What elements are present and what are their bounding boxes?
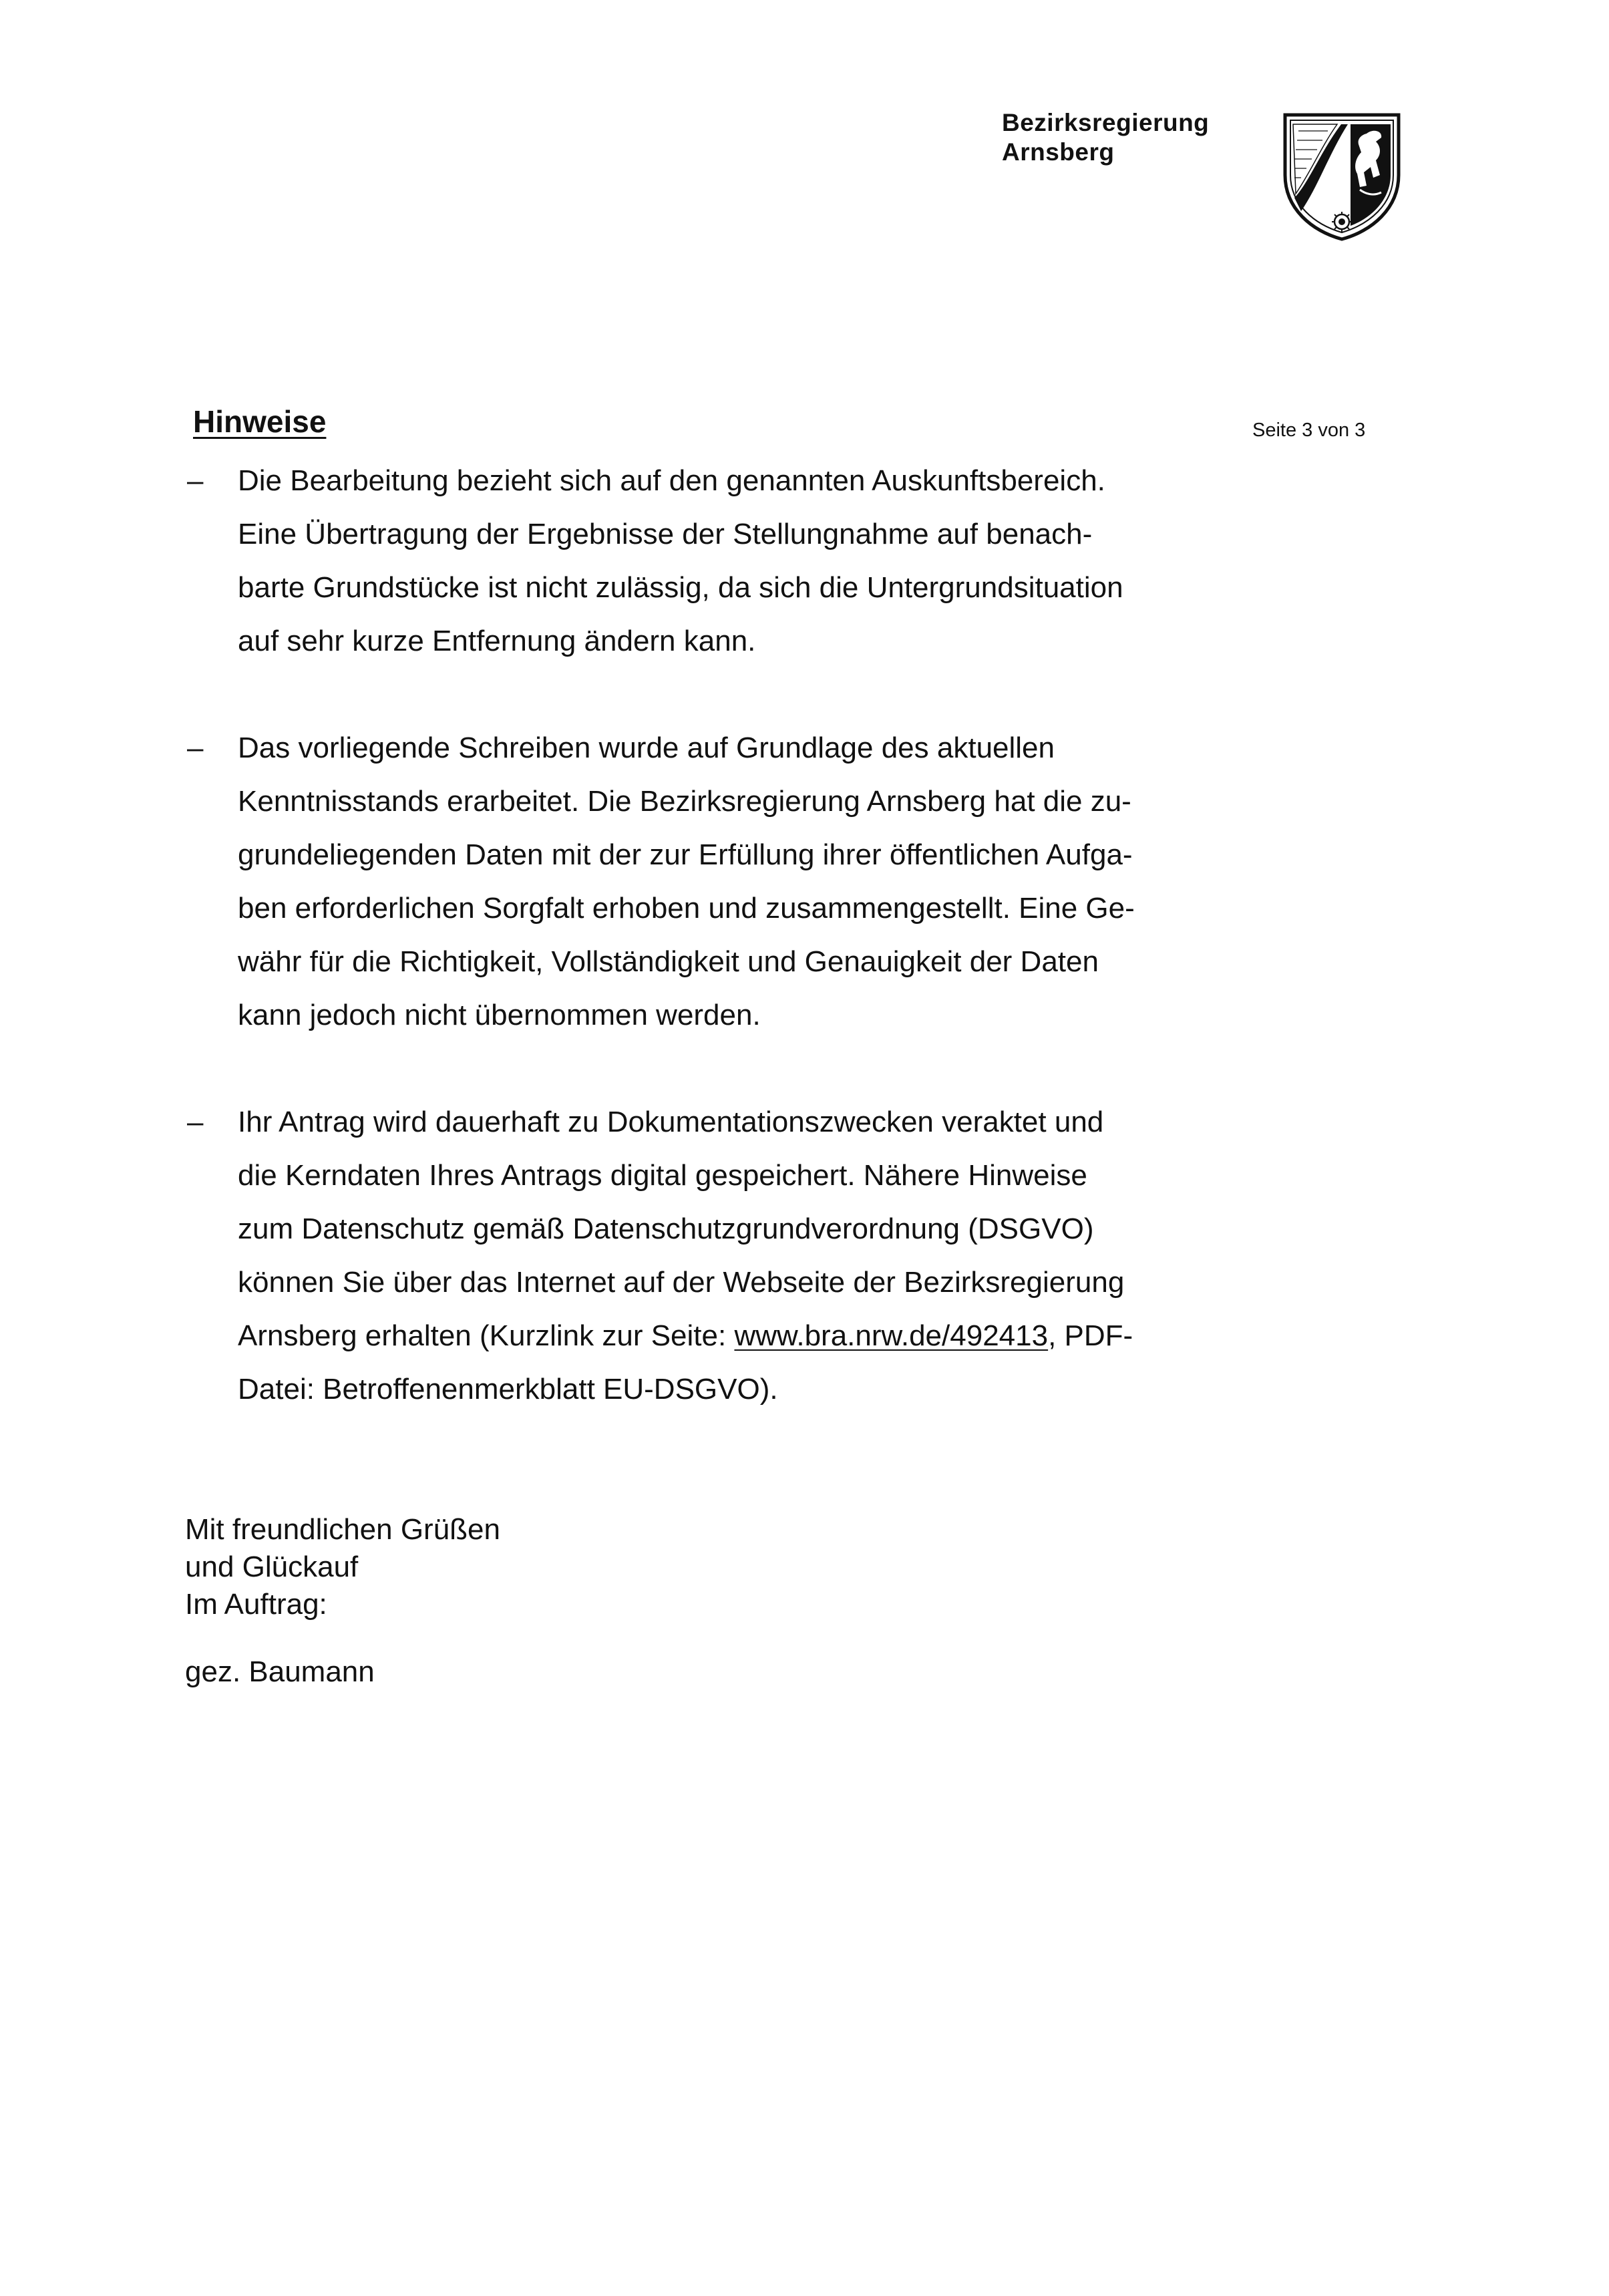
note-item xyxy=(187,721,1229,1042)
note-line: können Sie über das Internet auf der Webseite der Bezirksregierung xyxy=(238,1266,1125,1299)
nrw-coat-of-arms-icon xyxy=(1281,111,1403,242)
note-line: Das vorliegende Schreiben wurde auf Grundlage des aktuellen xyxy=(238,731,1055,764)
note-line: grundeliegenden Daten mit der zur Erfüllung ihrer öffentlichen Aufga- xyxy=(238,838,1133,871)
note-line-prefix: Arnsberg erhalten (Kurzlink zur Seite: xyxy=(238,1319,735,1352)
list-dash: – xyxy=(187,464,204,497)
note-item xyxy=(187,1096,1229,1416)
note-line: kann jedoch nicht übernommen werden. xyxy=(238,999,761,1031)
note-item xyxy=(187,454,1229,668)
organization-name xyxy=(1002,108,1209,167)
organization-name-line1: Bezirksregierung xyxy=(1002,109,1210,136)
notes-list xyxy=(187,454,1229,1470)
note-line: die Kerndaten Ihres Antrags digital gespeichert. Nähere Hinweise xyxy=(238,1159,1087,1192)
closing-block xyxy=(185,1511,500,1623)
list-dash: – xyxy=(187,1106,204,1138)
note-line: Die Bearbeitung bezieht sich auf den genannten Auskunftsbereich. xyxy=(238,464,1105,497)
closing-greeting: Mit freundlichen Grüßen xyxy=(185,1513,500,1546)
note-line: zum Datenschutz gemäß Datenschutzgrundverordnung (DSGVO) xyxy=(238,1212,1094,1245)
closing-salutation: und Glückauf xyxy=(185,1550,359,1583)
note-line: Ihr Antrag wird dauerhaft zu Dokumentationszwecken veraktet und xyxy=(238,1106,1104,1138)
privacy-info-link[interactable]: www.bra.nrw.de/492413 xyxy=(734,1319,1049,1352)
note-line-with-link xyxy=(238,1309,1229,1363)
note-line: Datei: Betroffenenmerkblatt EU-DSGVO). xyxy=(238,1373,778,1406)
signature: gez. Baumann xyxy=(185,1655,375,1688)
note-line: ben erforderlichen Sorgfalt erhoben und zusammengestellt. Eine Ge- xyxy=(238,892,1135,925)
note-line: währ für die Richtigkeit, Vollständigkeit und Genauigkeit der Daten xyxy=(238,945,1099,978)
note-line: Kenntnisstands erarbeitet. Die Bezirksregierung Arnsberg hat die zu- xyxy=(238,785,1131,818)
page-number: Seite 3 von 3 xyxy=(1252,420,1366,441)
list-dash: – xyxy=(187,731,204,764)
closing-on-behalf: Im Auftrag: xyxy=(185,1588,327,1621)
organization-name-line2: Arnsberg xyxy=(1002,138,1115,166)
note-line-suffix: , PDF- xyxy=(1048,1319,1133,1352)
section-title: Hinweise xyxy=(193,404,327,439)
note-line: Eine Übertragung der Ergebnisse der Stellungnahme auf benach- xyxy=(238,518,1093,550)
note-line: auf sehr kurze Entfernung ändern kann. xyxy=(238,625,756,657)
note-line: barte Grundstücke ist nicht zulässig, da sich die Untergrundsituation xyxy=(238,571,1123,604)
